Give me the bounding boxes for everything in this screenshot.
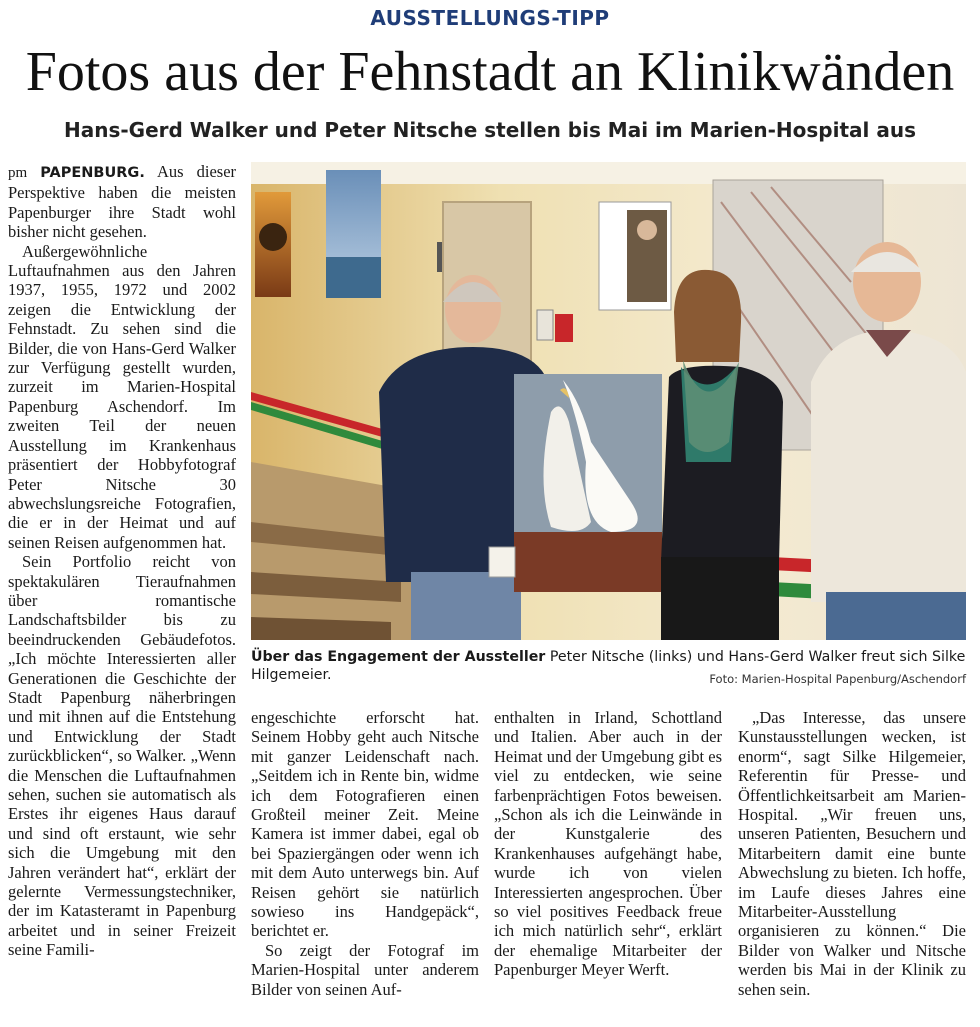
dateline-place: PAPENBURG. <box>40 165 145 181</box>
article-paragraph: „Das Interesse, das unsere Kunstausstellungen wecken, ist enorm“, sagt Silke Hilgemeier, Referentin für Presse- und Öffentlichkeitsarbeit am Marien-Hospital. „Wir freuen uns, unseren Patienten, Besuchern und Mitarbeitern damit eine bunte Abwechslung zu bieten. Ich hoffe, im Laufe dieses Jahres eine Mitarbeiter-Ausstellung organisieren zu können.“ Die Bilder von Walker und Nitsche werden bis Mai in der Klinik zu sehen sein. <box>738 708 966 999</box>
article-paragraph: enthalten in Irland, Schottland und Italien. Aber auch in der Heimat und der Umgebung gibt es viel zu entdecken, wie seine farbenprächtigen Fotos beweisen. „Schon als ich die Leinwände in der Kunstgalerie des Krankenhauses aufgehängt habe, wurde ich von vielen Interessierten angesprochen. Über so viel positives Feedback freue ich mich natürlich sehr“, erklärt der ehemalige Mitarbeiter der Papenburger Meyer Werft. <box>494 708 722 980</box>
article-column-4 <box>738 708 966 999</box>
article-paragraph: Sein Portfolio reicht von spektakulären Tieraufnahmen über romantische Landschaftsbilder bis zu beeindruckenden Gebäudefotos. „Ich möchte Interessierten aller Generationen die Geschichte der Stadt Papenburg näherbringen und mit ihnen auf die Entstehung und Entwicklung der Stadt zurückblicken“, so Walker. „Wenn die Menschen die Luftaufnahmen sehen, suchen sie automatisch als Erstes ihr eigenes Haus darauf und sind oft erstaunt, wie sehr sich die Umgebung mit den Jahren verändert hat“, erklärt der gelernte Vermessungstechniker, der im Katasteramt in Papenburg arbeitet und in seiner Freizeit seine Famili- <box>8 552 236 960</box>
paragraph-text: Aus dieser Perspektive haben die meisten Papenburger ihre Stadt wohl bisher nicht gesehen. <box>8 162 237 242</box>
article-paragraph: engeschichte erforscht hat. Seinem Hobby geht auch Nitsche mit ganzer Leidenschaft nach. „Seitdem ich in Rente bin, widme ich dem Fotografieren einen Großteil meiner Zeit. Meine Kamera ist immer dabei, egal ob bei Spaziergängen oder wenn ich mit dem Auto unterwegs bin. Auf Reisen gehört sie natürlich sowieso ins Handgepäck“, berichtet er. <box>251 708 479 941</box>
subheadline: Hans-Gerd Walker und Peter Nitsche stellen bis Mai im Marien-Hospital aus <box>64 118 916 142</box>
article-paragraph <box>8 162 236 242</box>
article-column-2 <box>251 708 479 999</box>
photo-credit: Foto: Marien-Hospital Papenburg/Aschendorf <box>709 672 966 686</box>
article-photo <box>251 162 966 640</box>
article-paragraph: Außergewöhnliche Luftaufnahmen aus den Jahren 1937, 1955, 1972 und 2002 zeigen die Entwicklung der Fehnstadt. Zu sehen sind die Bilder, die von Hans-Gerd Walker zur Verfügung gestellt wurden, zurzeit im Marien-Hospital Papenburg Aschendorf. Im zweiten Teil der neuen Ausstellung im Krankenhaus präsentiert der Hobbyfotograf Peter Nitsche 30 abwechslungsreiche Fotografien, die er in der Heimat und auf seinen Reisen aufgenommen hat. <box>8 241 236 552</box>
author-initials: pm <box>8 165 28 181</box>
caption-lead: Über das Engagement der Aussteller <box>251 649 546 665</box>
headline: Fotos aus der Fehnstadt an Klinikwänden <box>25 41 955 103</box>
article-column-3 <box>494 708 722 980</box>
photo-illustration <box>251 162 966 640</box>
caption-text: Peter Nitsche (links) und Hans-Gerd Walker freut sich Silke Hilgemeier. <box>251 649 966 683</box>
section-kicker: AUSSTELLUNGS-TIPP <box>370 6 610 30</box>
article-paragraph: So zeigt der Fotograf im Marien-Hospital unter anderem Bilder von seinen Auf- <box>251 940 479 999</box>
article-column-1 <box>8 162 236 960</box>
